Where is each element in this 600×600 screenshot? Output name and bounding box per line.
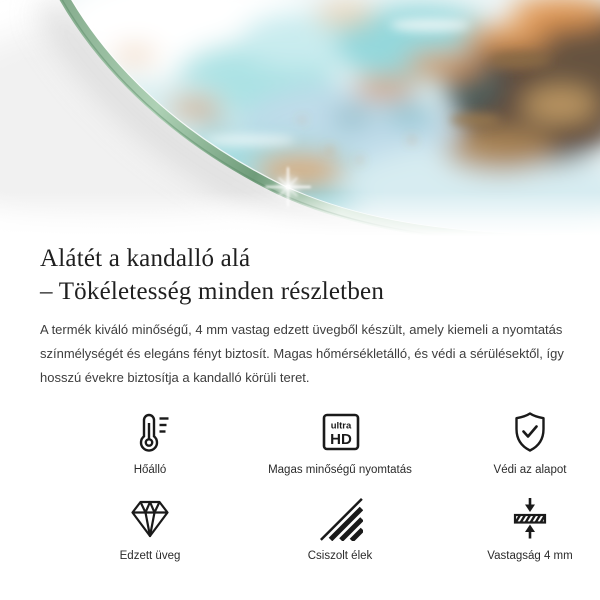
page-title-line2: – Tökéletesség minden részletben [40, 278, 385, 305]
feature-label: Hőálló [133, 464, 167, 476]
feature-label: Védi az alapot [493, 464, 567, 476]
polished-edges-icon [316, 494, 364, 542]
features-grid [40, 408, 573, 562]
feature-thickness [420, 494, 600, 562]
feature-label: Edzett üveg [119, 550, 181, 562]
feature-protects-base [420, 408, 600, 476]
thickness-icon [506, 494, 554, 542]
product-copy [0, 242, 600, 562]
feature-label: Csiszolt élek [307, 550, 373, 562]
page-title [40, 242, 560, 308]
feature-polished-edges [260, 494, 420, 562]
thermometer-icon [126, 408, 174, 456]
feature-heat-resistant [40, 408, 260, 476]
feature-tempered-glass [40, 494, 260, 562]
ultra-hd-badge-top: ultra [330, 420, 352, 432]
glass-disc-artwork [0, 0, 600, 236]
ultra-hd-badge-bottom: HD [330, 431, 352, 448]
page-title-line1: Alátét a kandalló alá [40, 245, 251, 272]
product-hero-image [0, 0, 600, 236]
feature-label: Vastagság 4 mm [487, 550, 573, 562]
product-description: A termék kiváló minőségű, 4 mm vastag edzett üvegből készült, amely kiemeli a nyomtatás színmélységét és elegáns fényt biztosít. Magas hőmérsékletálló, és védi a sérülésektől, így hosszú évekre biztosítja a kandalló körüli teret. [40, 322, 564, 385]
shield-check-icon [506, 408, 554, 456]
feature-label: Magas minőségű nyomtatás [268, 464, 412, 476]
diamond-icon [126, 494, 174, 542]
ultra-hd-icon [316, 408, 364, 456]
feature-print-quality [260, 408, 420, 476]
